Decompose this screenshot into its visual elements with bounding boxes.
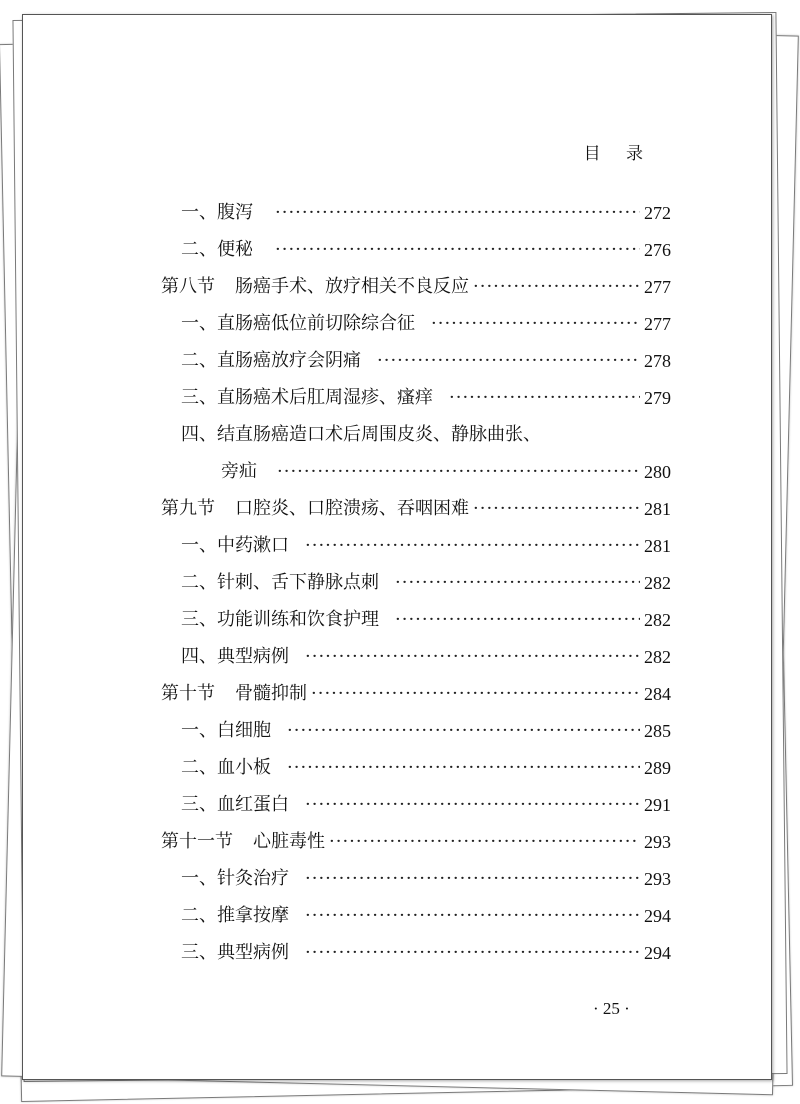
- toc-entry[interactable]: [181, 423, 671, 447]
- toc-section-title: 心脏毒性: [253, 831, 325, 852]
- toc-entry-label: 一、腹泻: [181, 202, 253, 223]
- toc-entry-label: 三、典型病例: [181, 942, 289, 963]
- leader-dots: [431, 312, 640, 336]
- leader-dots: [473, 497, 640, 521]
- leader-dots: [305, 867, 640, 891]
- toc-entry-label: 二、针刺、舌下静脉点刺: [181, 572, 379, 593]
- toc-entry-label: 三、直肠癌术后肛周湿疹、瘙痒: [181, 387, 433, 408]
- toc-page-number: 282: [644, 610, 671, 630]
- toc-entry-label: 三、功能训练和饮食护理: [181, 609, 379, 630]
- toc-page-number: 291: [644, 795, 671, 815]
- toc-entry[interactable]: [181, 904, 671, 928]
- toc-page-number: 272: [644, 203, 671, 223]
- toc-entry[interactable]: [181, 719, 671, 743]
- toc-section-entry[interactable]: [161, 275, 671, 299]
- leader-dots: [275, 238, 640, 262]
- toc-page-number: 285: [644, 721, 671, 741]
- toc-section-title: 口腔炎、口腔溃疡、吞咽困难: [235, 498, 469, 519]
- running-head: 目 录: [583, 144, 653, 164]
- toc-entry[interactable]: [181, 534, 671, 558]
- toc-section-number: 第十一节: [161, 831, 233, 852]
- toc-entry-label: 一、白细胞: [181, 720, 271, 741]
- toc-entry[interactable]: [181, 312, 671, 336]
- toc-entry-label: 四、典型病例: [181, 646, 289, 667]
- leader-dots: [449, 386, 640, 410]
- toc-entry[interactable]: [181, 201, 671, 225]
- leader-dots: [329, 830, 640, 854]
- toc-section-entry[interactable]: [161, 497, 671, 521]
- toc-entry-label: 二、推拿按摩: [181, 905, 289, 926]
- toc-page-number: 280: [644, 462, 671, 482]
- leader-dots: [311, 682, 640, 706]
- document-page: [22, 14, 772, 1080]
- toc-entry[interactable]: [181, 793, 671, 817]
- toc-entry-label: 四、结直肠癌造口术后周围皮炎、静脉曲张、: [181, 424, 541, 445]
- toc-entry[interactable]: [181, 238, 671, 262]
- toc-entry[interactable]: [181, 756, 671, 780]
- leader-dots: [305, 904, 640, 928]
- toc-entry-label: 二、直肠癌放疗会阴痛: [181, 350, 361, 371]
- leader-dots: [377, 349, 640, 373]
- toc-page-number: 281: [644, 499, 671, 519]
- toc-entry[interactable]: [181, 608, 671, 632]
- leader-dots: [287, 756, 640, 780]
- leader-dots: [275, 201, 640, 225]
- toc-entry-label: 二、血小板: [181, 757, 271, 778]
- toc-page-number: 278: [644, 351, 671, 371]
- toc-page-number: 294: [644, 906, 671, 926]
- toc-entry-label: 一、针灸治疗: [181, 868, 289, 889]
- toc-section-number: 第八节: [161, 276, 215, 297]
- toc-page-number: 279: [644, 388, 671, 408]
- leader-dots: [287, 719, 640, 743]
- toc-section-entry[interactable]: [161, 682, 671, 706]
- toc-page-number: 294: [644, 943, 671, 963]
- toc-entry-label: 一、直肠癌低位前切除综合征: [181, 313, 415, 334]
- toc-page-number: 284: [644, 684, 671, 704]
- toc-section-title: 骨髓抑制: [235, 683, 307, 704]
- toc-page-number: 293: [644, 832, 671, 852]
- leader-dots: [277, 460, 640, 484]
- toc-entry[interactable]: [181, 645, 671, 669]
- toc-section-number: 第九节: [161, 498, 215, 519]
- toc-entry[interactable]: [181, 941, 671, 965]
- toc-entry-continuation[interactable]: [221, 460, 671, 484]
- toc-page-number: 282: [644, 647, 671, 667]
- toc-page-number: 289: [644, 758, 671, 778]
- leader-dots: [305, 534, 640, 558]
- toc-entry-label: 二、便秘: [181, 239, 253, 260]
- toc-page-number: 277: [644, 314, 671, 334]
- toc-page-number: 293: [644, 869, 671, 889]
- leader-dots: [305, 793, 640, 817]
- toc-page-number: 276: [644, 240, 671, 260]
- toc-page-number: 277: [644, 277, 671, 297]
- toc-entry-label: 三、血红蛋白: [181, 794, 289, 815]
- leader-dots: [395, 571, 640, 595]
- leader-dots: [473, 275, 640, 299]
- toc-entry-label: 一、中药漱口: [181, 535, 289, 556]
- toc-entry-label: 旁疝: [221, 461, 257, 482]
- leader-dots: [305, 941, 640, 965]
- toc-page-number: 281: [644, 536, 671, 556]
- toc-entry[interactable]: [181, 349, 671, 373]
- leader-dots: [305, 645, 640, 669]
- toc-section-entry[interactable]: [161, 830, 671, 854]
- toc-entry[interactable]: [181, 571, 671, 595]
- leader-dots: [395, 608, 640, 632]
- toc-entry[interactable]: [181, 867, 671, 891]
- toc-entry[interactable]: [181, 386, 671, 410]
- toc-page-number: 282: [644, 573, 671, 593]
- toc-section-number: 第十节: [161, 683, 215, 704]
- toc-section-title: 肠癌手术、放疗相关不良反应: [235, 276, 469, 297]
- page-number-footer: · 25 ·: [593, 999, 630, 1018]
